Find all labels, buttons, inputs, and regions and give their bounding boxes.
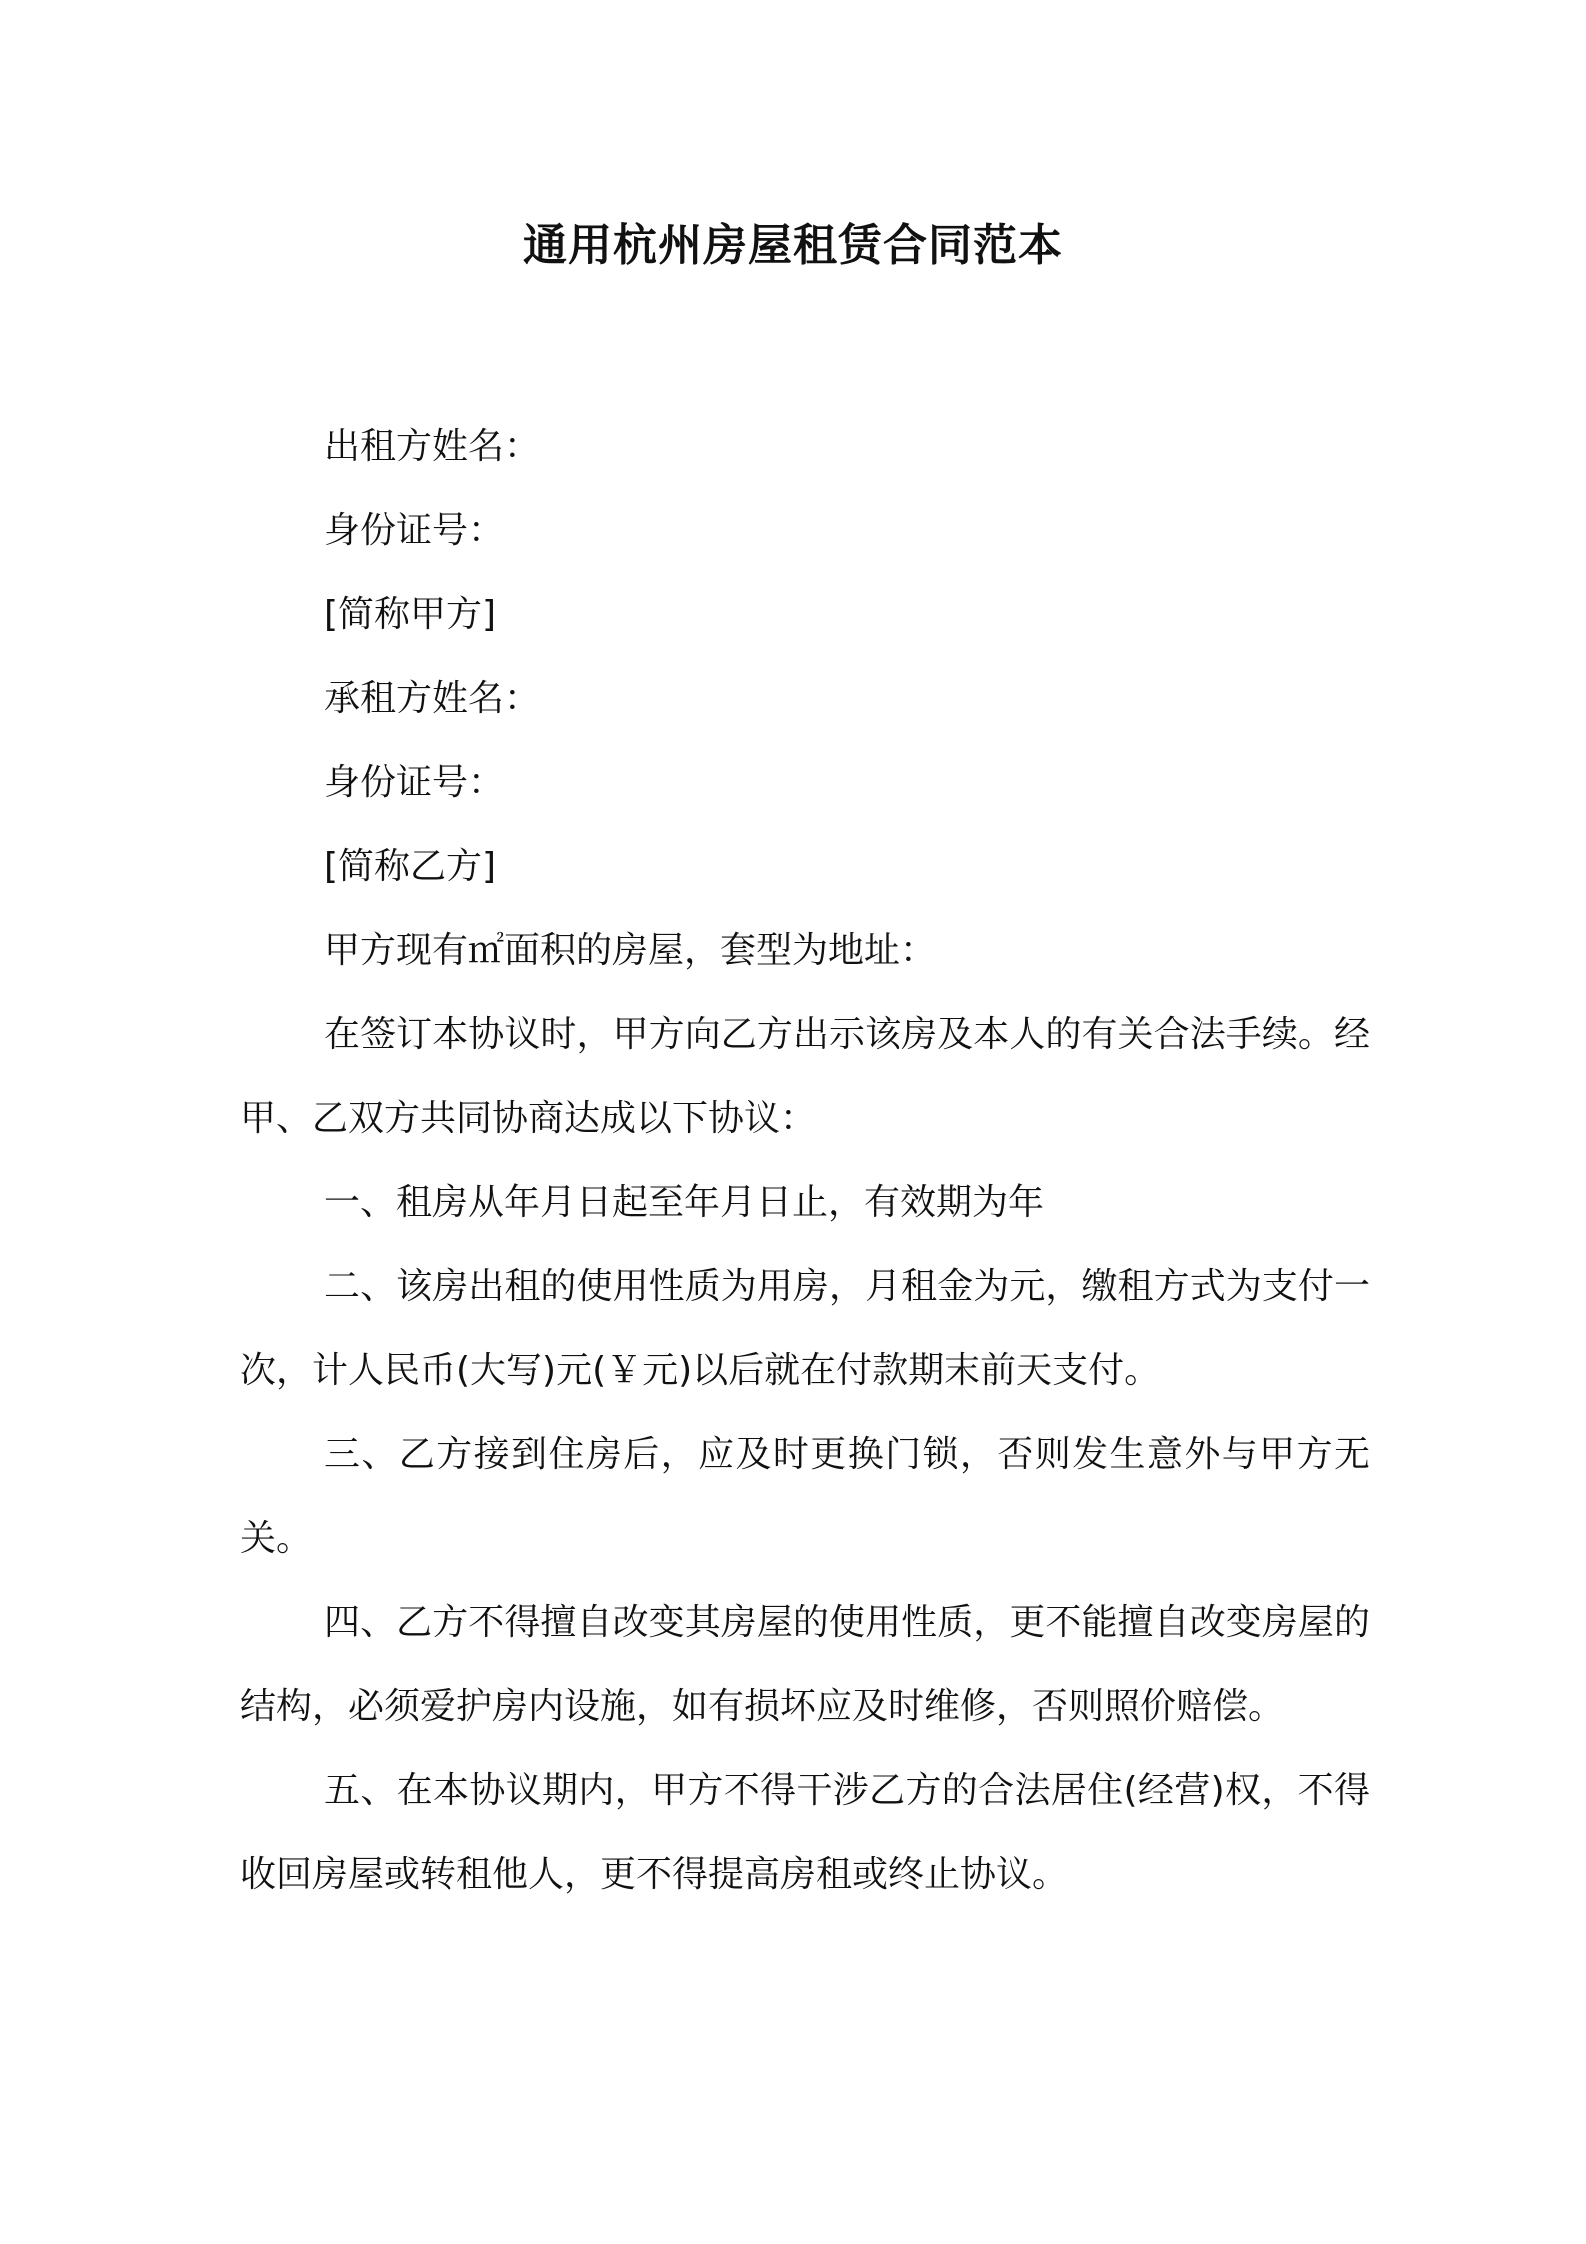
document-body [240,405,1370,1917]
clause-4: 四、乙方不得擅自改变其房屋的使用性质，更不能擅自改变房屋的结构，必须爱护房内设施，如有损坏应及时维修，否则照价赔偿。 [240,1602,1370,1727]
preamble-paragraph: 在签订本协议时，甲方向乙方出示该房及本人的有关合法手续。经甲、乙双方共同协商达成以下协议： [240,1014,1370,1139]
clause-3: 三、乙方接到住房后，应及时更换门锁，否则发生意外与甲方无关。 [240,1434,1370,1559]
party-b-alias: [简称乙方] [324,846,497,887]
lessee-name-line: 承租方姓名： [324,678,541,719]
lessor-name-line: 出租方姓名： [324,426,541,467]
lessor-id-line: 身份证号： [324,510,505,551]
clause-2: 二、该房出租的使用性质为用房，月租金为元，缴租方式为支付一次，计人民币(大写)元(￥元)以后就在付款期末前天支付。 [240,1266,1370,1391]
clause-1: 一、租房从年月日起至年月日止，有效期为年 [324,1182,1045,1223]
clause-5: 五、在本协议期内，甲方不得干涉乙方的合法居住(经营)权，不得收回房屋或转租他人，更不得提高房租或终止协议。 [240,1770,1370,1895]
lessee-id-line: 身份证号： [324,762,505,803]
document-title: 通用杭州房屋租赁合同范本 [523,220,1063,271]
party-a-alias: [简称甲方] [324,594,497,635]
property-description: 甲方现有㎡面积的房屋，套型为地址： [324,930,937,971]
